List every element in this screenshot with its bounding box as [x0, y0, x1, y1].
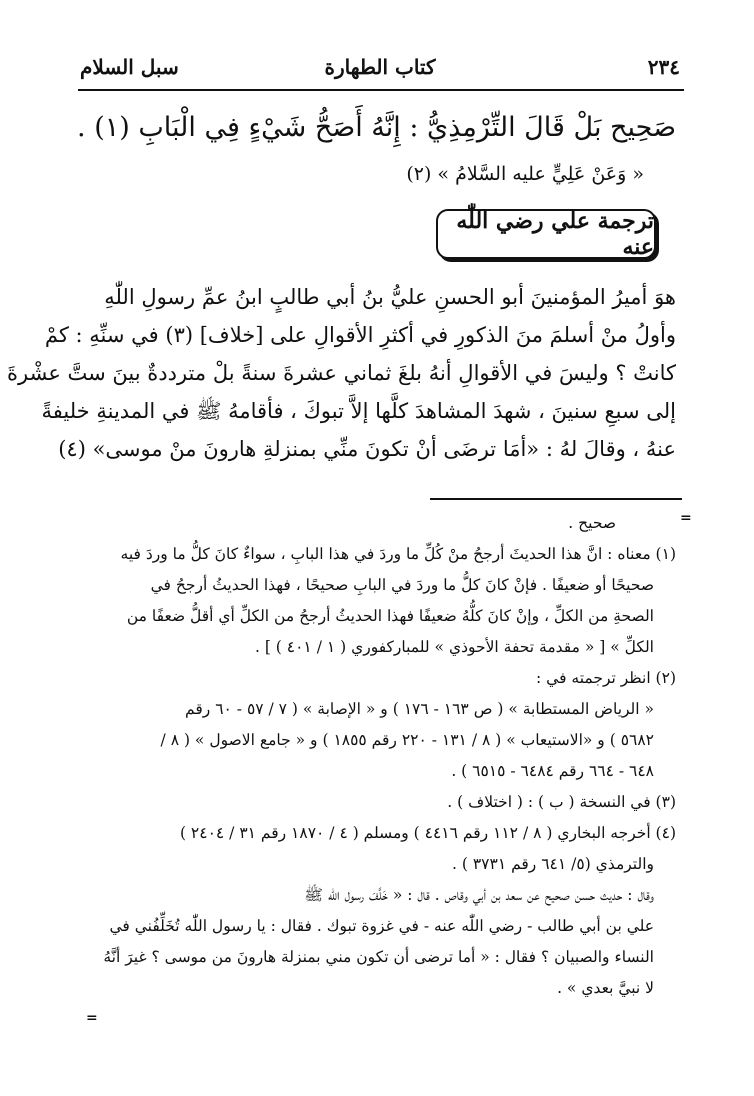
- paragraph-line: هوَ أميرُ المؤمنينَ أبو الحسنِ عليُّ بنُ أبي طالبٍ ابنُ عمِّ رسولِ اللّٰهِ: [104, 285, 676, 309]
- paragraph-line: وأولُ منْ أسلمَ منَ الذكورِ في أكثرِ الأقوالِ على [خلاف] (٣) في سنِّهِ : كمْ: [44, 323, 676, 347]
- footnote-2-line: ٥٦٨٢ ) و «الاستيعاب » ( ٨ / ١٣١ - ٢٢٠ رقم ١٨٥٥ ) و « جامع الاصول » ( ٨ /: [160, 731, 654, 749]
- footnote-4-line: علي بن أبي طالب - رضي اللّٰه عنه - في غزوة تبوك . فقال : يا رسول اللّٰه تُخَلِّفُني في: [109, 917, 654, 935]
- page-number: ٢٣٤: [647, 55, 680, 79]
- biography-paragraph: [7, 278, 676, 468]
- footnote-4-line: لا نبيَّ بعدي » .: [557, 979, 654, 997]
- paragraph-line: إلى سبعِ سنينَ ، شهدَ المشاهدَ كلَّها إلاَّ تبوكَ ، فأقامهُ ﷺ في المدينةِ خليفةً: [41, 399, 676, 423]
- footnote-3-line: (٣) في النسخة ( ب ) : ( اختلاف ) .: [447, 793, 676, 811]
- page-header: [80, 55, 680, 85]
- margin-mark-bottom: =: [86, 1010, 98, 1026]
- footnote-2-line: « الرياض المستطابة » ( ص ١٦٣ - ١٧٦ ) و « الإصابة » ( ٧ / ٥٧ - ٦٠ رقم: [185, 700, 654, 718]
- header-rule: [78, 89, 684, 91]
- running-head-chapter: كتاب الطهارة: [324, 55, 436, 79]
- footnote-continuation: صحيح .: [568, 514, 616, 532]
- footnote-separator: [430, 498, 682, 500]
- footnote-1-line: الصحةِ من الكلِّ ، وإنْ كانَ كلُّهُ ضعيفًا فهذا الحديثُ أرجحُ من الكلِّ أي أقلُّ ضعفًا من: [126, 607, 654, 625]
- section-title-box: [436, 209, 656, 259]
- footnotes: [78, 508, 676, 1004]
- footnote-2-line: ٦٤٨ - ٦٦٤ رقم ٦٤٨٤ - ٦٥١٥ ) .: [451, 762, 654, 780]
- margin-mark-top: =: [680, 510, 692, 526]
- footnote-1-line: (١) معناه : انَّ هذا الحديثَ أرجحُ منْ كُلِّ ما وردَ في هذا البابِ ، سواءٌ كانَ كلُّ ما وردَ فيه: [120, 545, 676, 563]
- paragraph-line: كانتْ ؟ وليسَ في الأقوالِ أنهُ بلغَ ثماني عشرةَ سنةً بلْ مترددةٌ بينَ ستَّ عشْرةَ: [7, 361, 676, 385]
- footnote-4-line: والترمذي (٥/ ٦٤١ رقم ٣٧٣١ ) .: [452, 855, 654, 873]
- footnote-4-line: (٤) أخرجه البخاري ( ٨ / ١١٢ رقم ٤٤١٦ ) ومسلم ( ٤ / ١٨٧٠ رقم ٣١ / ٢٤٠٤ ): [179, 824, 676, 842]
- footnote-2-line: (٢) انظر ترجمته في :: [536, 669, 676, 687]
- hadith-text-line-2: « وَعَنْ عَلِيٍّ عليه السَّلامُ » (٢): [406, 163, 644, 185]
- footnote-1-line: الكلِّ » [ « مقدمة تحفة الأحوذي » للمباركفوري ( ١ / ٤٠١ ) ] .: [254, 638, 654, 656]
- section-title: ترجمة علي رضي اللّٰه عنه: [456, 208, 654, 260]
- footnote-1-line: صحيحًا أو ضعيفًا . فإنْ كانَ كلُّ ما وردَ في البابِ صحيحًا ، فهذا الحديثُ أرجحُ في: [150, 576, 654, 594]
- footnote-4-line: النساء والصبيان ؟ فقال : « أما ترضى أن تكون مني بمنزلة هارونَ من موسى ؟ غيرَ أنَّهُ: [103, 948, 654, 966]
- paragraph-line: عنهُ ، وقالَ لهُ : «أمَا ترضَى أنْ تكونَ منِّي بمنزلةِ هارونَ منْ موسى» (٤): [58, 437, 676, 461]
- running-head-book: سبل السلام: [80, 55, 179, 79]
- hadith-text-line-1: صَحِيح بَلْ قَالَ التِّرْمِذِيُّ : إِنَّهُ أَصَحُّ شَيْءٍ فِي الْبَابِ (١) .: [77, 112, 676, 143]
- footnote-4-line: وقال : حديث حسن صحيح عن سعد بن أبي وقاص . قال : « خَلَّفَ رسول اللّٰه ﷺ: [304, 886, 654, 904]
